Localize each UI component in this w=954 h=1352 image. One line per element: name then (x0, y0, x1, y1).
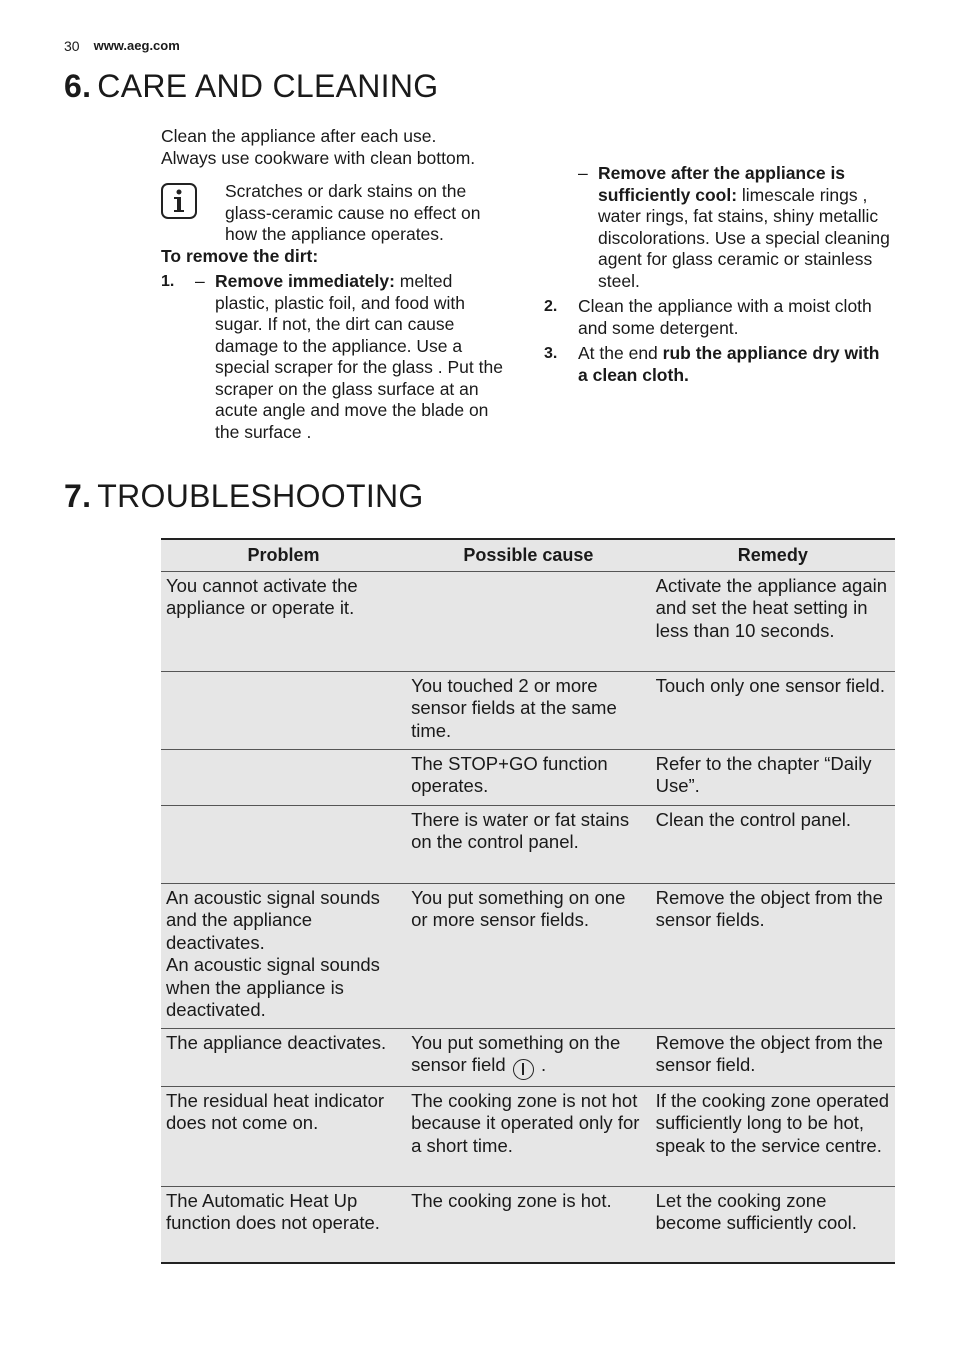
remedy-cell: Let the cooking zone become sufficiently cool. (651, 1186, 895, 1263)
table-header-row (161, 539, 895, 571)
intro-text: Always use cookware with clean bottom. (161, 147, 476, 168)
problem-cell: An acoustic signal sounds and the appliance deactivates. An acoustic signal sounds when the appliance is deactivated. (161, 883, 406, 1028)
dash: – (578, 163, 588, 183)
remedy-cell: Remove the object from the sensor field. (651, 1028, 895, 1086)
cause-suffix: . (535, 1054, 547, 1075)
step-1-b-bold: Remove after the appliance is sufficiently cool: (598, 163, 846, 205)
cause-text: You put something on the sensor field (411, 1031, 621, 1075)
table-row (161, 883, 895, 1028)
step-3-body: At the end (578, 343, 663, 363)
step-number: 3. (544, 345, 558, 362)
section-6-title (64, 68, 438, 105)
table-row (161, 1186, 895, 1263)
table-row (161, 1086, 895, 1186)
table-row (161, 571, 895, 671)
column-header: Possible cause (406, 539, 651, 571)
remedy-cell: Activate the appliance again and set the heat setting in less than 10 seconds. (651, 571, 895, 671)
table-row (161, 749, 895, 805)
table-row (161, 1028, 895, 1086)
problem-cell (161, 805, 406, 883)
step-1-b-text (598, 163, 894, 292)
page-header (64, 38, 180, 54)
section-title-text: TROUBLESHOOTING (97, 478, 424, 514)
step-3 (544, 343, 894, 386)
column-header: Remedy (651, 539, 895, 571)
cause-cell: You put something on one or more sensor fields. (406, 883, 651, 1028)
remedy-cell: If the cooking zone operated sufficiently long to be hot, speak to the service centre. (651, 1086, 895, 1186)
step-2 (544, 296, 894, 339)
website-url: www.aeg.com (93, 38, 180, 53)
dash: – (195, 271, 205, 291)
step-2-text: Clean the appliance with a moist cloth and some detergent. (578, 296, 872, 338)
remedy-cell: Refer to the chapter “Daily Use”. (651, 749, 895, 805)
cause-cell: The cooking zone is not hot because it operated only for a short time. (406, 1086, 651, 1186)
remedy-cell: Remove the object from the sensor fields. (651, 883, 895, 1028)
section-number: 7. (64, 478, 92, 514)
step-1-body: melted plastic, plastic foil, and food with sugar. If not, the dirt can cause damage to the appliance. Use a special scraper for the glass . Put the scraper on the glass surface at an acute angle and move the blade on the surface . (215, 271, 503, 442)
cause-cell: The STOP+GO function operates. (406, 749, 651, 805)
cause-cell (406, 571, 651, 671)
problem-cell: You cannot activate the appliance or operate it. (161, 571, 406, 671)
column-header: Problem (161, 539, 406, 571)
step-1-bold: Remove immediately: (215, 271, 395, 291)
problem-cell: The appliance deactivates. (161, 1028, 406, 1086)
remedy-cell: Touch only one sensor field. (651, 671, 895, 749)
page-number: 30 (64, 38, 80, 54)
step-3-bold: rub the appliance dry with a clean cloth. (578, 343, 880, 385)
step-3-text (578, 343, 894, 386)
power-icon (513, 1059, 534, 1080)
cause-cell: The cooking zone is hot. (406, 1186, 651, 1263)
care-right-column (544, 126, 894, 386)
table-row (161, 805, 895, 883)
problem-cell: The Automatic Heat Up function does not operate. (161, 1186, 406, 1263)
section-number: 6. (64, 68, 92, 104)
subheading: To remove the dirt: (161, 245, 319, 266)
step-number: 2. (544, 298, 558, 315)
problem-cell (161, 749, 406, 805)
step-1 (161, 271, 511, 443)
problem-cell: The residual heat indicator does not come on. (161, 1086, 406, 1186)
intro-text: Clean the appliance after each use. (161, 126, 437, 146)
care-left-column (161, 126, 511, 443)
step-1-b (578, 163, 894, 292)
remedy-cell: Clean the control panel. (651, 805, 895, 883)
table-row (161, 671, 895, 749)
info-icon (161, 183, 197, 219)
cause-cell (406, 1028, 651, 1086)
step-1-text (215, 271, 511, 443)
step-number: 1. (161, 273, 175, 290)
section-7-title (64, 478, 424, 515)
info-note-text: Scratches or dark stains on the glass-ceramic cause no effect on how the appliance operates. (225, 181, 481, 244)
step-1-b-body: limescale rings , water rings, fat stains, shiny metallic discolorations. Use a special cleaning agent for glass ceramic or stainless steel. (598, 184, 890, 291)
section-title-text: CARE AND CLEANING (97, 68, 439, 104)
problem-cell (161, 671, 406, 749)
troubleshooting-table (161, 538, 895, 1264)
cause-cell: You touched 2 or more sensor fields at the same time. (406, 671, 651, 749)
info-note (161, 181, 511, 246)
cause-cell: There is water or fat stains on the control panel. (406, 805, 651, 883)
